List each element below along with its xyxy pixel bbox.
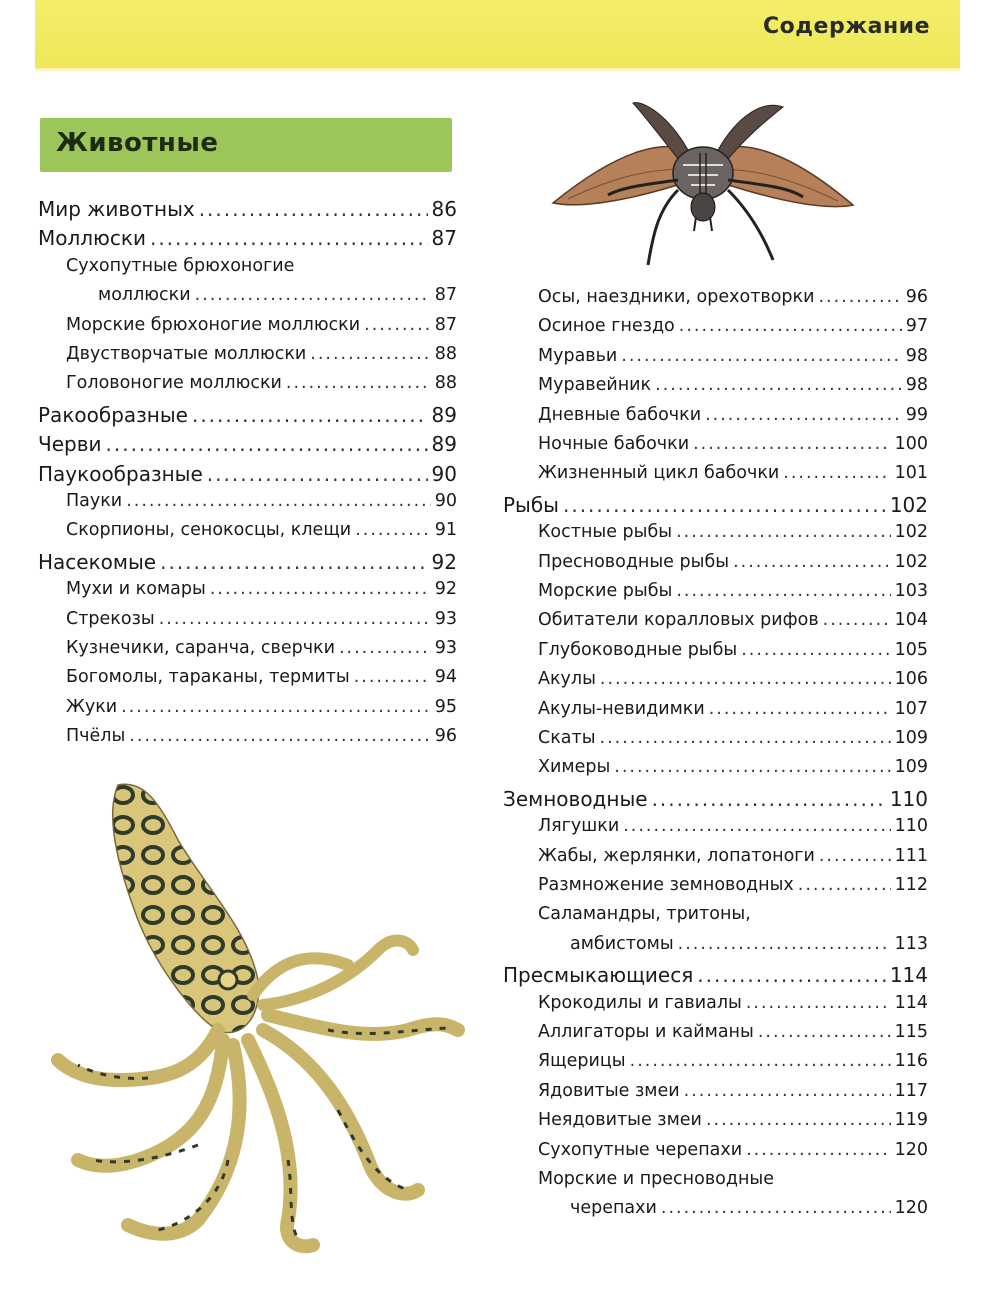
toc-page-number: 119: [894, 1110, 928, 1131]
toc-page-number: 86: [431, 197, 457, 221]
toc-entry[interactable]: [538, 699, 928, 725]
toc-leader-dots: [614, 757, 890, 777]
toc-entry[interactable]: [66, 726, 457, 752]
toc-leader-dots: [823, 610, 891, 630]
toc-entry[interactable]: [66, 520, 457, 546]
toc-page-number: 117: [894, 1080, 928, 1101]
toc-entry[interactable]: [538, 1081, 928, 1107]
toc-leader-dots: [684, 1081, 891, 1101]
toc-leader-dots: [678, 934, 891, 954]
toc-page-number: 96: [905, 287, 928, 307]
toc-leader-dots: [676, 522, 891, 542]
toc-entry-title: Дневные бабочки: [538, 404, 702, 425]
toc-entry-title: Ядовитые змеи: [538, 1080, 680, 1101]
toc-leader-dots: [623, 816, 890, 836]
toc-entry-title: Муравьи: [538, 345, 618, 366]
toc-entry-title: Морские брюхоногие моллюски: [66, 314, 361, 335]
toc-leader-dots: [192, 403, 428, 427]
toc-page-number: 103: [894, 581, 928, 601]
toc-entry-title: Скаты: [538, 728, 596, 748]
toc-page-number: 91: [434, 520, 457, 541]
toc-leader-dots: [798, 875, 891, 895]
toc-entry-title: Пресмыкающиеся: [503, 963, 694, 988]
toc-leader-dots: [621, 346, 901, 366]
toc-entry-title: Лягушки: [538, 816, 620, 837]
toc-entry-section[interactable]: [38, 432, 457, 458]
toc-entry[interactable]: [538, 816, 928, 842]
toc-leader-dots: [106, 432, 428, 456]
toc-entry-title: Химеры: [538, 757, 611, 778]
toc-entry-section[interactable]: [38, 197, 457, 223]
toc-leader-dots: [600, 669, 891, 689]
toc-entry-title: моллюски: [98, 285, 191, 306]
toc-page-number: 120: [894, 1139, 928, 1160]
toc-entry-title: черепахи: [570, 1198, 657, 1219]
toc-leader-dots: [661, 1198, 891, 1218]
toc-entry-section[interactable]: [503, 787, 928, 813]
toc-entry[interactable]: [538, 640, 928, 666]
toc-page-number: 87: [431, 226, 457, 251]
toc-leader-dots: [652, 787, 886, 811]
toc-entry-title: Стрекозы: [66, 608, 155, 629]
toc-entry-title: Аллигаторы и кайманы: [538, 1022, 754, 1042]
toc-page-number: 89: [431, 432, 457, 457]
toc-entry-title: Пауки: [66, 491, 123, 511]
toc-entry[interactable]: [66, 373, 457, 399]
toc-page-number: 97: [905, 316, 928, 337]
toc-leader-dots: [160, 550, 427, 574]
toc-leader-dots: [600, 728, 891, 748]
toc-entry-title: Насекомые: [38, 549, 157, 574]
toc-entry-title: Двустворчатые моллюски: [66, 344, 307, 364]
toc-leader-dots: [159, 609, 431, 629]
toc-entry-title: Пчёлы: [66, 726, 126, 747]
section-title: Животные: [56, 128, 219, 158]
toc-entry-title: Головоногие моллюски: [66, 373, 282, 394]
toc-entry[interactable]: [538, 728, 928, 754]
toc-leader-dots: [655, 375, 902, 395]
toc-entry-title: Жабы, жерлянки, лопатоноги: [538, 845, 815, 866]
toc-leader-dots: [697, 963, 886, 987]
toc-entry-title: Жуки: [66, 696, 118, 717]
toc-entry-title: Кузнечики, саранча, сверчки: [66, 638, 335, 658]
toc-leader-dots: [150, 226, 428, 250]
toc-entry-title: Жизненный цикл бабочки: [538, 463, 780, 484]
toc-entry-title: Черви: [38, 432, 102, 457]
toc-entry-title: Пресноводные рыбы: [538, 551, 730, 572]
toc-entry[interactable]: [538, 522, 928, 548]
toc-page-number: 98: [905, 345, 928, 366]
toc-entry-title: Акулы-невидимки: [538, 698, 705, 719]
toc-page-number: 87: [434, 285, 457, 306]
toc-page-number: 114: [889, 963, 928, 988]
toc-leader-dots: [733, 552, 891, 572]
toc-page-number: 89: [431, 402, 457, 427]
toc-entry-title: Моллюски: [38, 226, 146, 251]
toc-entry-title: Размножение земноводных: [538, 875, 794, 895]
toc-leader-dots: [709, 699, 891, 719]
toc-entry[interactable]: [538, 846, 928, 872]
toc-entry[interactable]: [538, 346, 928, 372]
toc-entry-title: Мухи и комары: [66, 579, 206, 600]
toc-page-number: 101: [894, 463, 928, 484]
toc-entry[interactable]: [538, 463, 928, 489]
toc-leader-dots: [630, 1051, 891, 1071]
toc-leader-dots: [818, 287, 901, 307]
toc-entry-title: Богомолы, тараканы, термиты: [66, 667, 350, 688]
toc-leader-dots: [819, 846, 891, 866]
toc-entry-title-line: Сухопутные брюхоногие: [66, 255, 295, 276]
toc-leader-dots: [746, 1140, 890, 1160]
toc-leader-dots: [563, 493, 886, 517]
toc-entry-title: Скорпионы, сенокосцы, клещи: [66, 520, 352, 541]
toc-leader-dots: [364, 315, 431, 335]
toc-leader-dots: [286, 373, 431, 393]
toc-entry[interactable]: [98, 285, 457, 311]
toc-page-number: 115: [894, 1022, 928, 1042]
toc-leader-dots: [355, 520, 431, 540]
toc-entry[interactable]: [538, 375, 928, 401]
toc-entry[interactable]: [538, 993, 928, 1019]
toc-entry[interactable]: [538, 1110, 928, 1136]
toc-entry-title: Осы, наездники, орехотворки: [538, 287, 815, 307]
toc-page-number: 110: [894, 816, 928, 837]
toc-page-number: 102: [894, 551, 928, 572]
toc-entry[interactable]: [538, 316, 928, 342]
toc-page-number: 109: [894, 728, 928, 748]
toc-entry-title: Крокодилы и гавиалы: [538, 992, 742, 1013]
toc-page-number: 113: [894, 933, 928, 954]
toc-entry-title-line: Морские и пресноводные: [538, 1169, 774, 1189]
toc-page-number: 102: [894, 522, 928, 543]
toc-entry[interactable]: [570, 934, 928, 960]
header-title: Содержание: [763, 14, 930, 39]
toc-page-number: 110: [889, 786, 928, 811]
toc-entry[interactable]: [66, 667, 457, 693]
toc-entry-section[interactable]: [38, 226, 457, 252]
toc-page-number: 120: [894, 1198, 928, 1219]
toc-page-number: 100: [894, 434, 928, 454]
toc-entry-title: Сухопутные черепахи: [538, 1139, 743, 1160]
toc-page-number: 87: [434, 314, 457, 335]
toc-entry-title: Земноводные: [503, 786, 648, 811]
toc-page-number: 93: [434, 638, 457, 658]
beetle-icon: [548, 95, 858, 270]
toc-entry[interactable]: [66, 491, 457, 517]
toc-leader-dots: [679, 316, 902, 336]
toc-page-number: 93: [434, 608, 457, 629]
toc-leader-dots: [210, 579, 431, 599]
toc-leader-dots: [195, 285, 431, 305]
toc-entry-title: Ночные бабочки: [538, 434, 690, 454]
toc-entry-title: Обитатели коралловых рифов: [538, 610, 819, 631]
toc-leader-dots: [741, 640, 890, 660]
octopus-icon: [48, 780, 478, 1260]
toc-entry-title: Муравейник: [538, 375, 652, 396]
toc-page-number: 105: [894, 639, 928, 660]
toc-entry[interactable]: [538, 610, 928, 636]
toc-entry[interactable]: [538, 287, 928, 313]
toc-entry[interactable]: [538, 875, 928, 901]
toc-entry-section[interactable]: [503, 493, 928, 519]
toc-entry[interactable]: [538, 669, 928, 695]
toc-page-number: 106: [894, 669, 928, 690]
toc-entry-title: Осиное гнездо: [538, 316, 675, 337]
toc-entry-title: Акулы: [538, 669, 596, 690]
toc-page-number: 92: [434, 579, 457, 600]
toc-leader-dots: [121, 697, 431, 717]
toc-entry[interactable]: [570, 1198, 928, 1224]
toc-page-number: 109: [894, 757, 928, 778]
toc-leader-dots: [705, 405, 902, 425]
toc-entry[interactable]: [538, 552, 928, 578]
toc-entry[interactable]: [538, 757, 928, 783]
toc-entry-section[interactable]: [38, 462, 457, 488]
toc-entry-title: Неядовитые змеи: [538, 1110, 702, 1131]
toc-page-number: 95: [434, 696, 457, 717]
toc-entry-title-line: Саламандры, тритоны,: [538, 904, 751, 925]
toc-entry[interactable]: [538, 434, 928, 460]
toc-leader-dots: [199, 197, 428, 221]
toc-entry[interactable]: [66, 609, 457, 635]
toc-entry-title: Ящерицы: [538, 1051, 626, 1072]
toc-entry[interactable]: [66, 315, 457, 341]
toc-entry[interactable]: [66, 344, 457, 370]
toc-entry-title: Глубоководные рыбы: [538, 639, 738, 660]
toc-leader-dots: [354, 667, 431, 687]
toc-entry-title: Мир животных: [38, 197, 195, 221]
toc-page-number: 88: [434, 373, 457, 394]
toc-leader-dots: [126, 491, 431, 511]
toc-entry-section[interactable]: [38, 550, 457, 576]
toc-page-number: 88: [434, 344, 457, 364]
toc-entry[interactable]: [538, 1051, 928, 1077]
toc-page-number: 116: [894, 1051, 928, 1072]
toc-entry-title: Паукообразные: [38, 461, 203, 486]
toc-page-number: 111: [894, 845, 928, 866]
toc-leader-dots: [758, 1022, 891, 1042]
toc-leader-dots: [706, 1110, 891, 1130]
toc-entry-title: Ракообразные: [38, 402, 188, 427]
toc-entry[interactable]: [66, 579, 457, 605]
toc-leader-dots: [693, 434, 891, 454]
toc-page-number: 92: [431, 549, 457, 574]
toc-entry[interactable]: [538, 1022, 928, 1048]
toc-leader-dots: [676, 581, 890, 601]
toc-leader-dots: [207, 462, 428, 486]
toc-leader-dots: [339, 638, 431, 658]
toc-leader-dots: [746, 993, 891, 1013]
toc-entry[interactable]: [538, 405, 928, 431]
toc-page-number: 99: [905, 404, 928, 425]
toc-page-number: 98: [905, 375, 928, 396]
toc-entry-title: Рыбы: [503, 492, 559, 517]
toc-leader-dots: [310, 344, 430, 364]
toc-page-number: 90: [431, 461, 457, 486]
toc-page-number: 112: [894, 875, 928, 895]
toc-page-number: 114: [894, 992, 928, 1013]
toc-entry[interactable]: [66, 638, 457, 664]
toc-page-number: 90: [434, 491, 457, 511]
toc-page-number: 94: [434, 667, 457, 688]
toc-entry-title: Морские рыбы: [538, 581, 673, 601]
toc-entry[interactable]: [66, 697, 457, 723]
toc-page-number: 96: [434, 726, 457, 747]
toc-entry-section[interactable]: [38, 403, 457, 429]
toc-leader-dots: [129, 726, 430, 746]
toc-entry-section[interactable]: [503, 963, 928, 989]
toc-entry[interactable]: [538, 1140, 928, 1166]
toc-entry[interactable]: [538, 581, 928, 607]
toc-entry-title: Костные рыбы: [538, 522, 673, 543]
toc-page-number: 104: [894, 610, 928, 631]
toc-page-number: 102: [889, 492, 928, 517]
toc-page-number: 107: [894, 698, 928, 719]
toc-entry-title: амбистомы: [570, 933, 674, 954]
toc-leader-dots: [783, 463, 890, 483]
